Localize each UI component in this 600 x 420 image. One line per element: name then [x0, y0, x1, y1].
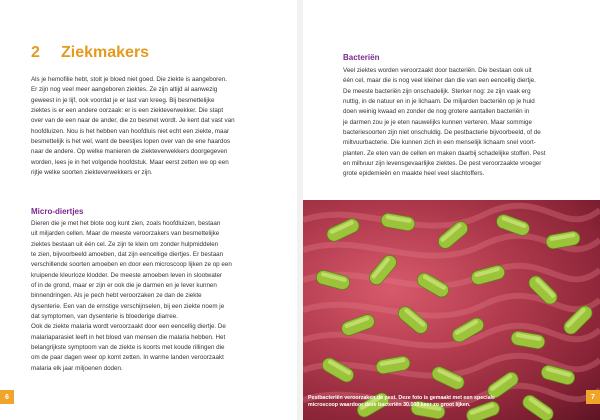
chapter-heading: [31, 44, 149, 62]
text-line: besmettelijk is het wel, want de beestjes lopen over van de ene haardos: [31, 138, 231, 146]
left-page: [0, 0, 297, 420]
text-line: je darmen zou je je eten nauwelijks kunnen verteren. Maar sommige: [343, 118, 532, 126]
text-line: De meeste bacteriën zijn onschadelijk. Sterker nog: ze zijn vaak erg: [343, 87, 531, 95]
bacterium: [415, 270, 451, 299]
text-line: malariaparasiet leeft in het bloed van mensen die malaria hebben. Het: [31, 333, 226, 341]
text-line: geweest in je lijf, ook voordat je er last van kreeg. Bij besmettelijke: [31, 96, 215, 104]
bacterium: [395, 304, 430, 337]
text-line: bacteriesoorten zijn niet onschuldig. De pestbacterie bijvoorbeeld, of de: [343, 129, 541, 137]
text-line: miltvuurbacterie. Die kunnen zich in een menselijk lichaam snel voort-: [343, 139, 536, 147]
text-line: Ook de ziekte malaria wordt veroorzaakt door een eencellig diertje. De: [31, 323, 226, 331]
text-line: doen weinig kwaad en zonder de nog grotere aantallen bacteriën in: [343, 108, 530, 116]
text-line: te zien, bijvoorbeeld amoeben, dat zijn eencellige diertjes. Er bestaan: [31, 251, 224, 259]
text-line: ziektes bestaan uit één cel. Ze zijn te klein om zonder hulpmiddelen: [31, 240, 219, 248]
bacteria-photo: [303, 200, 600, 420]
bacteria-paragraph: [343, 66, 545, 180]
text-line: belangrijkste symptoom van de ziekte is koorts met koude rillingen die: [31, 344, 225, 352]
text-line: Pestbacteriën veroorzaken de pest. Deze foto is gemaakt met een speciale: [308, 395, 495, 401]
bacterium: [510, 330, 546, 350]
text-line: en miltvuur zijn levensgevaarlijke ziektes. De pest veroorzaakte vroeger: [343, 160, 542, 168]
text-line: dysenterie. Een van de ernstige verschijnselen, bij een ziekte noem je: [31, 302, 225, 310]
bacterium: [380, 212, 416, 232]
bacterium: [320, 355, 356, 384]
text-line: ziektes is er een andere oorzaak: er is een ziekteverwekker. Die stapt: [31, 107, 224, 115]
bacterium: [470, 264, 506, 286]
text-line: binnendringen. Als je pech hebt veroorzaken ze dan de ziekte: [31, 292, 202, 300]
text-line: grote epidemieën en maakte heel veel slachtoffers.: [343, 170, 485, 178]
text-line: Er zijn nog veel meer aangeboren ziektes. Ze zijn altijd al aanwezig: [31, 86, 218, 94]
text-line: planten. Ze eten van de cellen en maken daarbij schadelijke stoffen. Pest: [343, 149, 546, 157]
text-line: verschillende soorten amoeben en door een microscoop lijken ze op een: [31, 261, 232, 269]
text-line: Dieren die je met het blote oog kunt zien, zoals hoofdluizen, bestaan: [31, 220, 221, 227]
bacterium: [325, 216, 362, 243]
text-line: uit miljarden cellen. Maar de meeste veroorzakers van besmettelijke: [31, 230, 220, 238]
text-line: malaria elk jaar miljoenen doden.: [31, 364, 123, 372]
text-line: hoofdluizen. Nou is het hebben van hoofdluis niet echt een ziekte, maar: [31, 127, 230, 135]
intro-paragraph: [31, 75, 235, 178]
bacteria-illustration: [303, 200, 600, 420]
text-line: of in de grond, maar er zijn er ook die je darmen en je lever kunnen: [31, 282, 217, 290]
page-number-right: 7: [586, 390, 600, 404]
subheading-micro-diertjes: Micro-diertjes: [31, 207, 84, 216]
text-line: over van de een naar de ander, die zo besmet wordt. Je kent dat vast van: [31, 117, 235, 125]
text-line: naar de andere. Op welke manieren de ziekteverwekkers doorgegeven: [31, 148, 228, 156]
photo-caption: [308, 395, 570, 409]
text-line: Veel ziektes worden veroorzaakt door bacteriën. Die bestaan ook uit: [343, 67, 532, 74]
chapter-number: 2: [31, 44, 40, 61]
text-line: nuttig, in de natuur en in je lichaam. De miljarden bacteriën op je huid: [343, 98, 535, 106]
subheading-bacterien: Bacteriën: [343, 53, 380, 62]
text-line: worden, lees je in het volgende hoofdstuk. Maar eerst zetten we op een: [31, 158, 229, 166]
bacterium: [430, 364, 467, 391]
text-line: één cel, maar die is nog veel kleiner dan die van een eencellig diertje.: [343, 77, 536, 85]
text-line: kruipende kleurloze klodder. De meeste amoeben leven in slootwater: [31, 271, 223, 279]
text-line: rijtje welke soorten ziekteverwekkers er zijn.: [31, 169, 153, 177]
chapter-title: Ziekmakers: [61, 44, 150, 61]
text-line: dat symptomen, van dysenterie is bloederige diarree.: [31, 313, 178, 321]
micro-paragraph: [31, 219, 232, 374]
text-line: om de paar dagen weer op komt zetten. In warme landen veroorzaakt: [31, 354, 224, 362]
text-line: microscoop waardoor deze bacteriën 30.000 keer zo groot lijken.: [308, 402, 471, 408]
page-number-left: 6: [0, 390, 14, 404]
text-line: Als je hemofilie hebt, stolt je bloed niet goed. Die ziekte is aangeboren.: [31, 76, 227, 83]
